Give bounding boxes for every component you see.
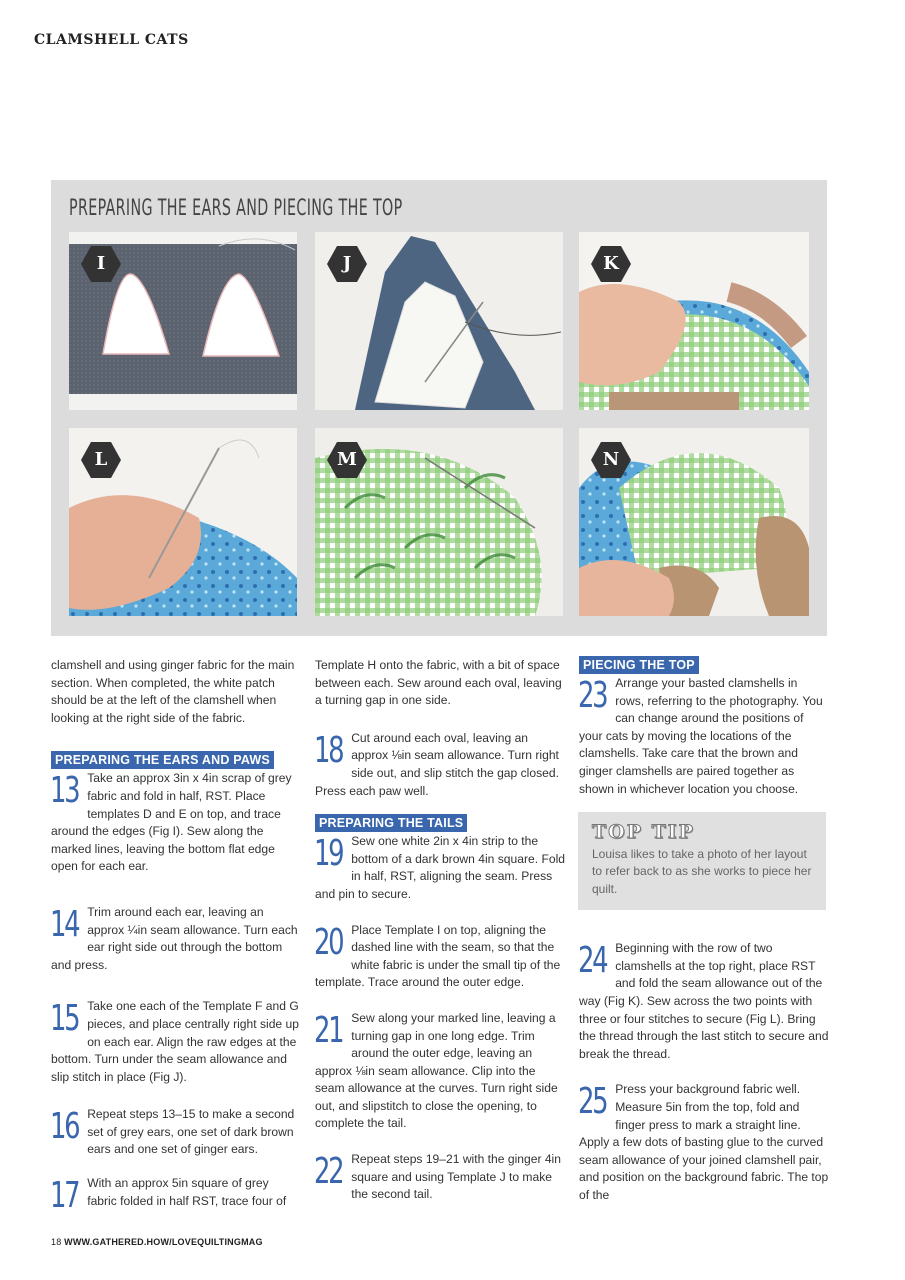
intro-paragraph: Template H onto the fabric, with a bit of space between each. Sew around each oval, leaving a turning gap in one side. [315,658,562,708]
fig-label-badge: J [327,244,367,284]
step-number: 22 [314,1151,343,1193]
section-heading: PREPARING THE TAILS [315,814,467,832]
step-number: 18 [314,729,343,771]
step-18: 18 Cut around each oval, leaving an approx ⅛in seam allowance. Turn right side out, and slip stitch the gap closed. Press each paw well. [314,729,559,798]
step-number: 25 [578,1081,607,1123]
step-22: 22 Repeat steps 19–21 with the ginger 4in square and using Template J to make the second tail. [314,1151,561,1202]
section-heading: PIECING THE TOP [579,656,699,674]
step-number: 19 [314,833,343,875]
step-20: 20 Place Template I on top, aligning the dashed line with the seam, so that the white fabric is under the small tip of the template. Trace around the outer edge. [314,921,561,990]
page-footer [51,1237,263,1247]
step-16: 16 Repeat steps 13–15 to make a second set of grey ears, one set of dark brown ears and one set of ginger ears. [50,1106,295,1157]
photo-l [69,428,297,616]
tip-body: Louisa likes to take a photo of her layout to refer back to as she works to piece her quilt. [592,846,812,896]
step-number: 14 [50,903,79,945]
step-number: 20 [314,921,343,963]
photo-k [579,232,809,410]
text-column-3 [579,657,829,1219]
step-number: 16 [50,1106,79,1148]
section-heading: PREPARING THE EARS AND PAWS [51,751,274,769]
fig-label-badge: K [591,244,631,284]
text-column-2 [315,657,565,1218]
intro-paragraph: clamshell and using ginger fabric for the main section. When completed, the white patch should be at the left of the clamshell when looking at the right side of the fabric. [51,658,295,725]
step-21: 21 Sew along your marked line, leaving a turning gap in one long edge. Trim around the outer edge, leaving an approx ⅛in seam allowance. Clip into the seam allowance at the curves. Turn right side out, and slipstitch to close the opening, to complete the tail. [314,1009,558,1131]
step-19: 19 Sew one white 2in x 4in strip to the bottom of a dark brown 4in square. Fold in half, RST, aligning the seam. Press and pin to secure. [314,833,565,901]
footer-url[interactable]: WWW.GATHERED.HOW/LOVEQUILTINGMAG [64,1237,263,1247]
step-23: 23 Arrange your basted clamshells in rows, referring to the photography. You can change around the positions of your cats by moving the locations of the clamshells. Take care that the brown and ginger clamshells are paired together as shown in whichever location you choose. [578,675,823,796]
fig-label-badge: L [81,440,121,480]
photo-m [315,428,563,616]
step-25: 25 Press your background fabric well. Measure 5in from the top, fold and finger press to mark a straight line. Apply a few dots of basting glue to the curved seam allowance of your joined clamshell pair, and position on the background fabric. The top of the [578,1081,829,1202]
step-number: 13 [50,770,79,812]
step-14: 14 Trim around each ear, leaving an approx ¼in seam allowance. Turn each ear right side out through the bottom and press. [50,903,298,972]
step-number: 23 [578,675,607,716]
tip-title: TOP TIP [592,821,695,844]
page-number: 18 [51,1237,62,1247]
photo-i [69,232,297,410]
photo-panel [51,180,827,636]
step-number: 15 [50,998,79,1040]
step-15: 15 Take one each of the Template F and G pieces, and place centrally right side up on each ear. Align the raw edges at the bottom. Turn under the seam allowance and slip stitch in place (Fig J). [50,998,299,1084]
panel-title: PREPARING THE EARS AND PIECING THE TOP [69,196,403,221]
fig-label-badge: M [327,440,367,480]
fig-label-badge: N [591,440,631,480]
step-number: 24 [578,940,607,982]
step-number: 21 [314,1009,343,1051]
step-13: 13 Take an approx 3in x 4in scrap of grey fabric and fold in half, RST. Place templates D and E on top, and trace around the edges (Fig I). Sew along the marked lines, leaving the bottom flat edge open for each ear. [50,770,292,874]
photo-j [315,232,563,410]
photo-n [579,428,809,616]
step-number: 17 [50,1175,79,1217]
step-17: 17 With an approx 5in square of grey fabric folded in half RST, trace four of [50,1175,287,1217]
step-24: 24 Beginning with the row of two clamshells at the top right, place RST and fold the seam allowance out of the way (Fig K). Sew across the two points with three or four stitches to secure (Fig L). Bring the thread through the last stitch to secure and break the thread. [578,940,829,1061]
running-header: CLAMSHELL CATS [34,32,189,48]
top-tip-box [578,812,826,910]
text-column-1 [51,657,301,1224]
fig-label-badge: I [81,244,121,284]
